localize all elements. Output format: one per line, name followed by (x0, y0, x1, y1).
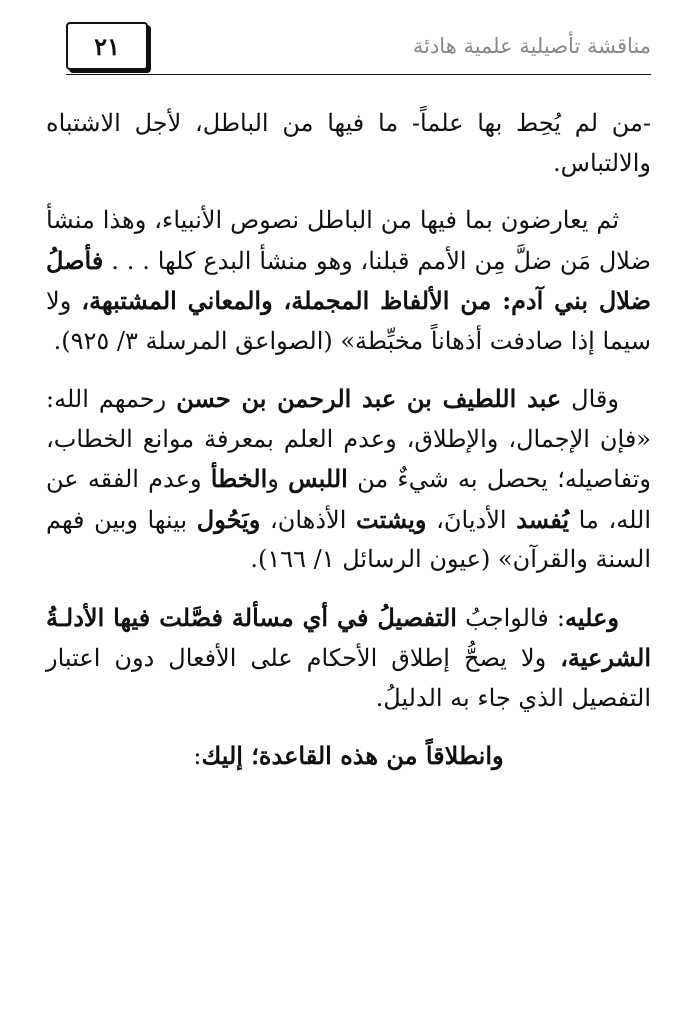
p4-bold-2: التفصيلُ في أي مسألة فصَّلت فيها الأدلـةُ الشرعية، (46, 602, 651, 672)
p3-bold-5: ويشتت (356, 504, 427, 534)
running-title: مناقشة تأصيلية علمية هادئة (412, 34, 651, 58)
paragraph-1 (46, 104, 651, 183)
paragraph-2 (46, 201, 651, 361)
p4-text-1: : فالواجبُ (456, 603, 566, 632)
page-number-box (66, 22, 148, 70)
p3-text-3: و (267, 465, 289, 493)
p3-text-7: بينها وبين فهم السنة والقرآن» (عيون الرسائل ١/ ١٦٦). (46, 505, 651, 573)
page-number: ٢١ (94, 31, 120, 61)
p2-bold-1: فأصلُ ضلال بني آدم: من الألفاظ المجملة، والمعاني المشتبهة، (46, 245, 652, 315)
p1-text: -من لم يُحِط بها علماً- ما فيها من الباطل، لأجل الاشتباه والالتباس. (46, 109, 651, 177)
paragraph-3 (46, 379, 651, 580)
p5-bold-1: وانطلاقاً من هذه القاعدة؛ إليك (201, 741, 504, 770)
p2-text-1: ثم يعارضون بما فيها من الباطل نصوص الأنبياء، وهذا منشأ ضلال مَن ضلَّ مِن الأمم قبلنا، وهو منشأ البدع كلها . . . (46, 206, 652, 275)
p5-text-1: : (193, 742, 202, 770)
paragraph-4 (46, 598, 651, 719)
body-text (46, 104, 651, 795)
p3-text-6: الأذهان، (260, 505, 357, 534)
p3-bold-6: ويَحُول (196, 504, 261, 534)
p4-text-2: ولا يصحُّ إطلاق الأحكام على الأفعال دون اعتبار التفصيل الذي جاء به الدليلُ. (46, 644, 651, 712)
p3-bold-4: يُفسد (516, 504, 570, 534)
p3-text-4: وعدم الفقه عن الله، ما (46, 465, 652, 534)
p3-text-1: وقال (561, 385, 619, 413)
p2-text-2: ولا سيما إذا صادفت أذهاناً مخبِّطة» (الصواعق المرسلة ٣/ ٩٢٥). (46, 287, 651, 355)
p3-bold-name: عبد اللطيف بن عبد الرحمن بن حسن (176, 384, 562, 413)
p3-bold-2: اللبس (288, 464, 348, 493)
p3-text-2: رحمهم الله: «فإن الإجمال، والإطلاق، وعدم العلم بمعرفة موانع الخطاب، وتفاصيله؛ يحصل به شيءٌ من (46, 385, 651, 493)
header-divider (66, 74, 651, 75)
p3-bold-3: الخطأ (210, 464, 268, 493)
paragraph-5 (46, 736, 651, 777)
p4-bold-1: وعليه (565, 602, 619, 632)
p3-text-5: الأديانَ، (426, 505, 517, 534)
